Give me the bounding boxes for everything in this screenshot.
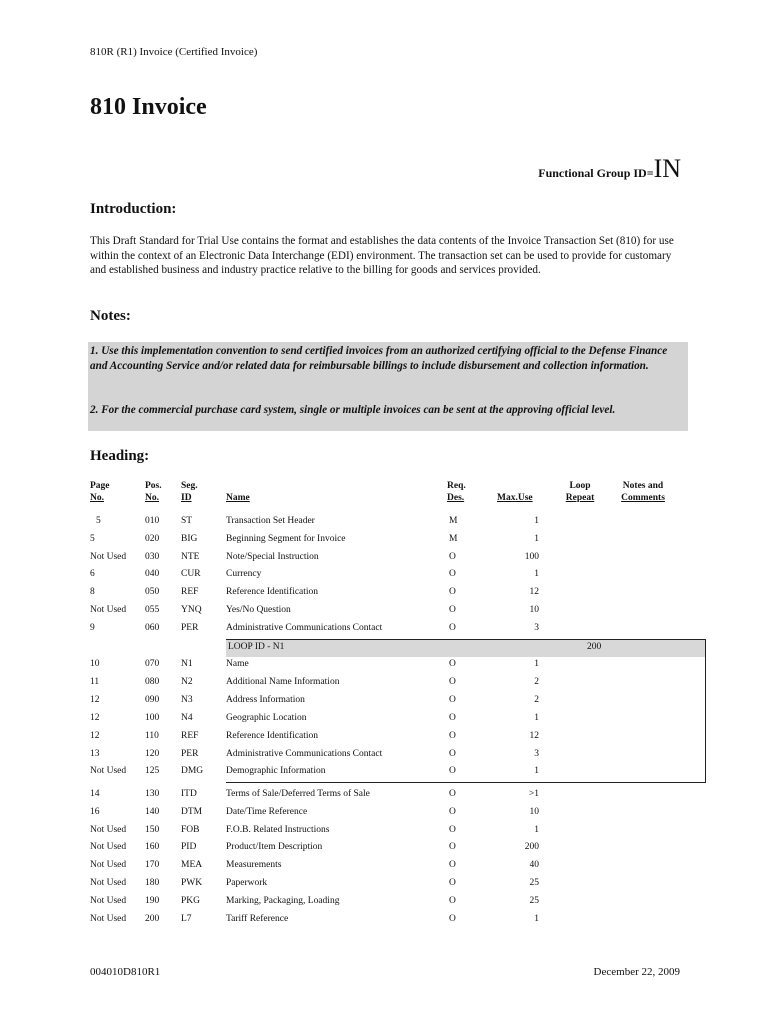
col-page-line1: Page (90, 481, 110, 491)
pos-no-cell: 090 (145, 694, 160, 705)
page-no-cell: 11 (90, 676, 100, 687)
pos-no-cell: 120 (145, 748, 160, 759)
segment-name-cell: Beginning Segment for Invoice (226, 533, 346, 544)
segment-name-cell: Product/Item Description (226, 842, 323, 853)
page-title: 810 Invoice (90, 94, 207, 120)
pos-no-cell: 110 (145, 730, 159, 741)
col-page-header (90, 480, 110, 504)
seg-id-cell: L7 (181, 913, 192, 924)
seg-id-cell: N2 (181, 676, 193, 687)
seg-id-cell: PKG (181, 895, 201, 906)
segment-name-cell: Tariff Reference (226, 913, 289, 924)
seg-id-cell: FOB (181, 824, 200, 835)
req-des-cell: O (449, 730, 456, 741)
pos-no-cell: 040 (145, 569, 160, 580)
page-no-cell: Not Used (90, 605, 127, 615)
req-des-cell: O (449, 806, 456, 817)
col-max-line: Max.Use (497, 493, 533, 503)
segment-name-cell: Administrative Communications Contact (226, 622, 383, 633)
segment-name-cell: Reference Identification (226, 587, 319, 598)
max-use-cell: 200 (524, 842, 539, 853)
seg-id-cell: DMG (181, 766, 204, 777)
note-2: 2. For the commercial purchase card system, single or multiple invoices can be sent at the approving official level. (90, 404, 616, 416)
req-des-cell: O (449, 569, 456, 580)
loop-n1-frame (226, 639, 706, 783)
heading-section-title: Heading: (90, 448, 150, 464)
max-use-cell: >1 (528, 789, 539, 799)
pos-no-cell: 160 (145, 842, 160, 853)
segment-name-cell: Reference Identification (226, 730, 319, 741)
req-des-cell: O (449, 622, 456, 633)
req-des-cell: O (449, 913, 456, 924)
footer-date: December 22, 2009 (593, 966, 680, 978)
col-notes-header (618, 480, 668, 504)
max-use-cell: 1 (534, 533, 539, 544)
req-des-cell: O (449, 824, 456, 835)
page-no-cell: Not Used (90, 860, 127, 871)
segment-name-cell: Date/Time Reference (226, 806, 308, 817)
segment-name-cell: Yes/No Question (226, 605, 291, 615)
seg-id-cell: NTE (181, 551, 200, 562)
page-no-cell: 5 (96, 516, 101, 526)
page-no-cell: 10 (90, 659, 100, 669)
seg-id-cell: MEA (181, 860, 203, 871)
col-loop-line1: Loop (569, 481, 591, 491)
max-use-cell: 100 (524, 551, 539, 562)
max-use-cell: 3 (534, 622, 539, 633)
segment-name-cell: Terms of Sale/Deferred Terms of Sale (226, 789, 370, 799)
functional-group-value: IN (653, 154, 681, 183)
req-des-cell: O (449, 789, 456, 799)
req-des-cell: O (449, 694, 456, 705)
col-notes-line1: Notes and (622, 481, 664, 491)
pos-no-cell: 010 (145, 516, 160, 526)
loop-n1-repeat: 200 (587, 642, 602, 652)
col-max-header (497, 492, 533, 504)
footer-doc-id: 004010D810R1 (90, 966, 161, 978)
max-use-cell: 25 (529, 895, 539, 906)
seg-id-cell: YNQ (181, 605, 202, 615)
seg-id-cell: PID (181, 842, 197, 853)
max-use-cell: 12 (529, 587, 539, 598)
loop-n1-bar (226, 640, 705, 657)
req-des-cell: O (449, 712, 456, 723)
seg-id-cell: REF (181, 587, 199, 598)
functional-group-label: Functional Group ID= (538, 166, 654, 180)
pos-no-cell: 180 (145, 878, 160, 888)
seg-id-cell: PWK (181, 878, 203, 888)
max-use-cell: 1 (534, 569, 539, 580)
page-no-cell: 12 (90, 712, 100, 723)
col-req-header (447, 480, 466, 504)
col-req-line1: Req. (447, 481, 466, 491)
pos-no-cell: 125 (145, 766, 160, 777)
col-pos-header (145, 480, 162, 504)
page-no-cell: 12 (90, 730, 100, 741)
segment-name-cell: Transaction Set Header (226, 516, 315, 526)
page-no-cell: 9 (90, 622, 95, 633)
req-des-cell: O (449, 587, 456, 598)
introduction-text: This Draft Standard for Trial Use contains the format and establishes the data contents of the Invoice Transaction Set (810) for use within the context of an Electronic Data Interchange (EDI) environment. The transaction set can be used to provide for customary and established business and industry practice relative to the billing for goods and services provided. (90, 235, 674, 277)
page-no-cell: Not Used (90, 878, 127, 888)
notes-heading: Notes: (90, 308, 131, 324)
segment-name-cell: Name (226, 659, 249, 669)
max-use-cell: 1 (534, 913, 539, 924)
col-loop-header (565, 480, 595, 504)
functional-group-id (538, 154, 681, 184)
seg-id-cell: N3 (181, 694, 193, 705)
max-use-cell: 10 (529, 806, 539, 817)
page-no-cell: Not Used (90, 824, 127, 835)
pos-no-cell: 190 (145, 895, 160, 906)
max-use-cell: 40 (529, 860, 539, 871)
page-no-cell: Not Used (90, 551, 127, 562)
max-use-cell: 10 (529, 605, 539, 615)
req-des-cell: O (449, 878, 456, 888)
max-use-cell: 1 (534, 824, 539, 835)
seg-id-cell: CUR (181, 569, 201, 580)
pos-no-cell: 050 (145, 587, 160, 598)
pos-no-cell: 070 (145, 659, 160, 669)
max-use-cell: 2 (534, 694, 539, 705)
col-loop-line2: Repeat (565, 493, 595, 503)
pos-no-cell: 200 (145, 913, 160, 924)
col-notes-line2: Comments (621, 493, 665, 503)
introduction-heading: Introduction: (90, 201, 177, 217)
pos-no-cell: 140 (145, 806, 160, 817)
note-1: 1. Use this implementation convention to send certified invoices from an authorized certifying official to the Defense Finance and Accounting Service and/or related data for reimbursable billings to include disbursement and collection information. (90, 345, 668, 372)
pos-no-cell: 080 (145, 676, 160, 687)
pos-no-cell: 100 (145, 712, 160, 723)
col-pos-line2: No. (145, 493, 159, 503)
segment-name-cell: Geographic Location (226, 712, 307, 723)
page-no-cell: 5 (90, 533, 95, 544)
segment-name-cell: Paperwork (226, 878, 268, 888)
loop-n1-label: LOOP ID - N1 (228, 642, 285, 652)
seg-id-cell: ITD (181, 789, 197, 799)
req-des-cell: M (449, 516, 458, 526)
req-des-cell: O (449, 766, 456, 777)
page-no-cell: 8 (90, 587, 95, 598)
seg-id-cell: PER (181, 622, 199, 633)
page-no-cell: 13 (90, 748, 100, 759)
max-use-cell: 2 (534, 676, 539, 687)
seg-id-cell: REF (181, 730, 199, 741)
segment-name-cell: Demographic Information (226, 766, 326, 777)
page-header: 810R (R1) Invoice (Certified Invoice) (90, 46, 258, 58)
col-seg-header (181, 480, 198, 504)
seg-id-cell: DTM (181, 806, 203, 817)
seg-id-cell: N4 (181, 712, 193, 723)
req-des-cell: O (449, 748, 456, 759)
page-no-cell: Not Used (90, 766, 127, 777)
segment-name-cell: F.O.B. Related Instructions (226, 824, 330, 835)
page-no-cell: 12 (90, 694, 100, 705)
page-no-cell: 16 (90, 806, 100, 817)
pos-no-cell: 170 (145, 860, 160, 871)
req-des-cell: O (449, 676, 456, 687)
max-use-cell: 1 (534, 712, 539, 723)
page-no-cell: 14 (90, 789, 100, 799)
col-seg-line2: ID (181, 493, 192, 503)
segment-name-cell: Address Information (226, 694, 305, 705)
max-use-cell: 1 (534, 516, 539, 526)
req-des-cell: O (449, 659, 456, 669)
page-no-cell: Not Used (90, 895, 127, 906)
col-name-header (226, 492, 250, 504)
req-des-cell: O (449, 842, 456, 853)
page-no-cell: 6 (90, 569, 95, 580)
segment-name-cell: Measurements (226, 860, 282, 871)
seg-id-cell: PER (181, 748, 199, 759)
col-page-line2: No. (90, 493, 104, 503)
pos-no-cell: 150 (145, 824, 160, 835)
col-seg-line1: Seg. (181, 481, 198, 491)
seg-id-cell: BIG (181, 533, 198, 544)
max-use-cell: 3 (534, 748, 539, 759)
max-use-cell: 1 (534, 766, 539, 777)
pos-no-cell: 130 (145, 789, 160, 799)
req-des-cell: O (449, 605, 456, 615)
col-name-line: Name (226, 493, 250, 503)
segment-name-cell: Administrative Communications Contact (226, 748, 383, 759)
segment-name-cell: Currency (226, 569, 262, 580)
segment-name-cell: Marking, Packaging, Loading (226, 895, 340, 906)
req-des-cell: O (449, 895, 456, 906)
req-des-cell: O (449, 860, 456, 871)
req-des-cell: O (449, 551, 456, 562)
page-no-cell: Not Used (90, 913, 127, 924)
seg-id-cell: N1 (181, 659, 193, 669)
page-no-cell: Not Used (90, 842, 127, 853)
pos-no-cell: 020 (145, 533, 160, 544)
segment-name-cell: Note/Special Instruction (226, 551, 319, 562)
pos-no-cell: 060 (145, 622, 160, 633)
max-use-cell: 12 (529, 730, 539, 741)
pos-no-cell: 030 (145, 551, 160, 562)
seg-id-cell: ST (181, 516, 193, 526)
notes-box (88, 342, 688, 431)
max-use-cell: 1 (534, 659, 539, 669)
col-pos-line1: Pos. (145, 481, 162, 491)
max-use-cell: 25 (529, 878, 539, 888)
col-req-line2: Des. (447, 493, 465, 503)
segment-name-cell: Additional Name Information (226, 676, 340, 687)
req-des-cell: M (449, 533, 458, 544)
pos-no-cell: 055 (145, 605, 160, 615)
